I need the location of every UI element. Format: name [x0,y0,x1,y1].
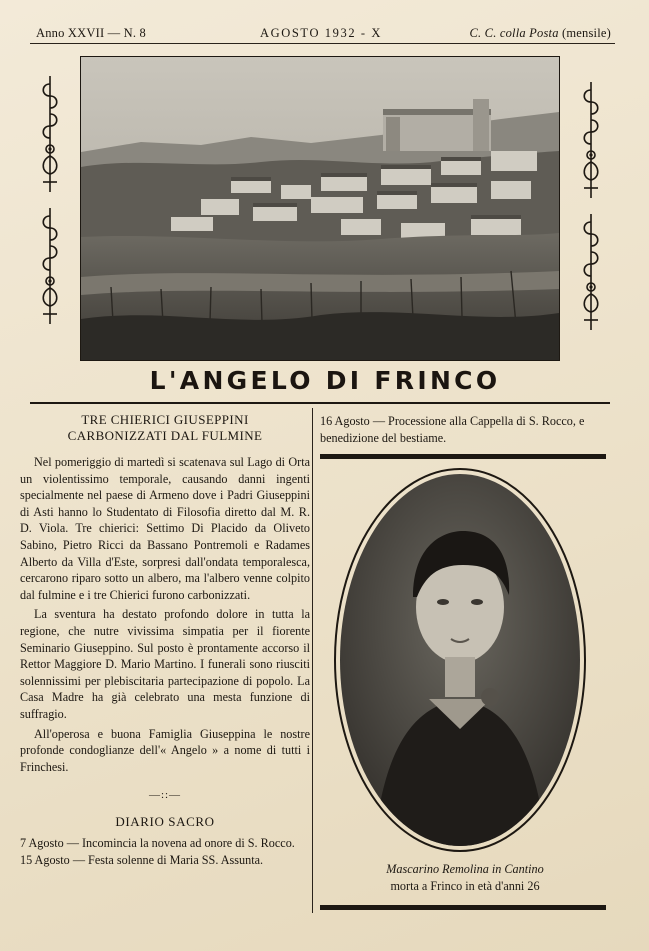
postal-prefix: C. C. colla Posta [469,26,559,40]
section-separator: —::— [148,789,182,802]
masthead-rule [30,402,610,404]
town-photograph [80,56,560,361]
article-title-line-1: TRE CHIERICI GIUSEPPINI [81,412,249,427]
diary-entry: 7 Agosto — Incomincia la novena ad onore di S. Rocco. [20,836,295,851]
diary-entry: 15 Agosto — Festa solenne di Maria SS. Assunta. [20,853,264,868]
article-paragraph: Nel pomeriggio di martedì si scatenava sul Lago di Orta un violentissimo temporale, causando danni ingenti specialmente nel paese di Armeno dove i Padri Giuseppini di Asti hanno lo Studentato di Filosofia diretto dal M. R. D. Viola. Tre chierici: Settimo Di Placido da Oliveto Sabino, Pietro Ricci da Bassano Pontremoli e Radames Alberto da Villa d'Este, sorpresi dall'ondata temporalesca, cercarono riparo sotto un albero, ma l'albero venne colpito dal fulmine e i tre Chierici furono carbonizzati. [20,455,310,602]
masthead-title: L'ANGELO DI FRINCO [149,366,501,395]
ornament-left-bottom-icon [37,206,63,326]
article-title-line-2: CARBONIZZATI DAL FULMINE [67,428,263,443]
portrait-caption [320,861,610,895]
left-column [20,412,310,869]
postal-note [469,26,611,41]
caption-text: morta a Frinco in età d'anni 26 [390,879,540,893]
caption-name [320,861,610,878]
issue-number: Anno XXVII — N. 8 [36,26,146,40]
article-paragraph: All'operosa e buona Famiglia Giuseppina le nostre profonde condoglianze dell'« Angelo » a nome di tutti i Frinchesi. [20,726,310,774]
issue-date: AGOSTO 1932 - X [260,26,383,40]
ornament-right-top-icon [578,80,604,200]
article-paragraph: La sventura ha destato profondo dolore in tutta la regione, che nutre vivissima simpatia per il fiorente Seminario Giuseppino. Sul posto è prontamente accorso il Rettor Maggiore D. Mario Martino. I funerali sono riusciti solennissimi per plebiscitaria partecipazione di popolo. La Casa Madre ha già celebrato una mesta funzione di suffragio. [20,607,310,721]
article-title [20,412,310,444]
column-divider [312,408,313,913]
diary-continued-entry: 16 Agosto — Processione alla Cappella di S. Rocco, e benedizione del bestiame. [320,414,585,445]
ornament-right-bottom-icon [578,212,604,332]
header-bar [30,26,615,44]
caption-name-text: Mascarino Remolina in Cantino [386,862,544,876]
header-rule [30,43,615,44]
right-column-rule-bottom [320,905,606,910]
diary-title: DIARIO SACRO [115,813,215,829]
right-column-rule-top [320,454,606,459]
postal-suffix: (mensile) [561,26,611,40]
ornament-left-top-icon [37,74,63,194]
portrait-photograph [333,467,587,853]
